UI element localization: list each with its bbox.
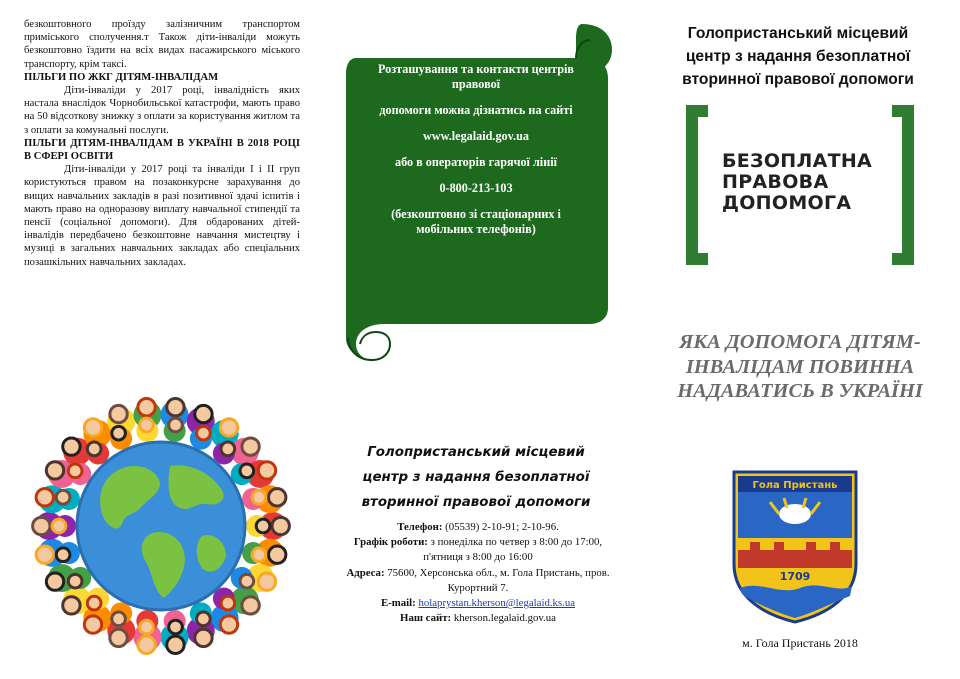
site-label: Наш сайт: — [400, 612, 452, 625]
child-head — [56, 548, 70, 562]
email-link[interactable]: holaprystan.kherson@legalaid.ks.ua — [418, 597, 576, 610]
center-title-line-1: Голопристанський місцевий — [367, 445, 585, 460]
main-title-line-1: ЯКА ДОПОМОГА ДІТЯМ- — [679, 331, 921, 353]
logo-bracket-left — [686, 105, 708, 265]
child-head — [110, 629, 127, 646]
child-head — [36, 489, 53, 506]
globe-icon — [30, 366, 292, 666]
child-head — [195, 405, 212, 422]
child-head — [197, 426, 211, 440]
email-row — [344, 596, 612, 611]
child-head — [169, 620, 183, 634]
scroll-website-link[interactable]: www.legalaid.gov.ua — [423, 129, 529, 143]
schedule-row — [344, 535, 612, 565]
logo-line-2: ПРАВОВА — [722, 171, 829, 193]
free-legal-aid-logo — [686, 105, 914, 265]
child-head — [112, 612, 126, 626]
logo-text — [722, 151, 882, 214]
child-head — [68, 574, 82, 588]
child-head — [36, 546, 53, 563]
child-head — [46, 573, 63, 590]
left-paragraph-education: Діти-інваліди у 2017 році та інваліди I і II груп користуються правом на позаконкурсне зарахування до вищих навчальних закладів в разі позитивної здачі іспитів і мають право на одноразову виплату навчальної стипендії та пенсії (соціальної допомоги). Для обдарованих дітей-інвалідів передбачено безкоштовне навчання мистецтву і музиці в загальних навчальних закладах або спеціальних позашкільних навчальних закладах. — [24, 164, 300, 268]
schedule-label: Графік роботи: — [353, 536, 428, 549]
logo-line-1: БЕЗОПЛАТНА — [722, 150, 873, 172]
child-head — [63, 597, 80, 614]
child-head — [33, 517, 50, 534]
child-head — [240, 464, 254, 478]
child-head — [87, 442, 101, 456]
left-paragraph-transport: безкоштовного проїзду залізничним транспортом приміського сполучення.т Також діти-інваліди можуть безкоштовно їздити на всіх видах пасажирського міського транспорту, крім таксі. — [24, 19, 300, 70]
org-title-line-1: Голопристанський місцевий — [687, 25, 909, 42]
brochure-main-title — [654, 330, 946, 404]
children-globe-illustration — [30, 366, 292, 666]
site-row — [344, 611, 612, 626]
email-label: E-mail: — [380, 597, 416, 610]
contacts-scroll-text — [370, 62, 582, 248]
heading-education-benefits: ПІЛЬГИ ДІТЯМ-ІНВАЛІДАМ В УКРАЇНІ В 2018 РОЦІ В СФЕРІ ОСВІТИ — [24, 137, 300, 163]
child-head — [256, 519, 270, 533]
child-head — [242, 438, 259, 455]
left-column — [24, 18, 300, 269]
scroll-hotline-number: 0-800-213-103 — [439, 181, 513, 195]
main-title-line-3: НАДАВАТИСЬ В УКРАЇНІ — [677, 380, 923, 402]
org-title-line-2: центр з надання безоплатної — [685, 48, 911, 65]
child-head — [252, 490, 266, 504]
contact-info — [344, 520, 612, 626]
child-head — [221, 442, 235, 456]
child-head — [84, 419, 101, 436]
child-head — [272, 517, 289, 534]
child-head — [84, 616, 101, 633]
address-row — [344, 566, 612, 596]
child-head — [140, 620, 154, 634]
child-head — [195, 629, 212, 646]
phone-row — [344, 520, 612, 535]
scroll-line-contacts: Розташування та контакти центрів правової — [378, 62, 574, 91]
coat-banner-text: Гола Пристань — [752, 480, 838, 491]
coat-of-arms-icon — [730, 468, 860, 624]
child-head — [269, 546, 286, 563]
schedule-value: з понеділка по четвер з 8:00 до 17:00, п'ятниця з 8:00 до 16:00 — [423, 536, 603, 564]
child-head — [138, 398, 155, 415]
heading-housing-benefits: ПІЛЬГИ ПО ЖКГ ДІТЯМ-ІНВАЛІДАМ — [24, 71, 219, 83]
phone-label: Телефон: — [397, 521, 443, 533]
child-head — [140, 418, 154, 432]
child-head — [63, 438, 80, 455]
phone-value: (05539) 2-10-91; 2-10-96. — [445, 521, 559, 533]
scroll-line-website-intro: допомоги можна дізнатись на сайті — [379, 103, 573, 117]
child-head — [258, 462, 275, 479]
center-title-line-3: вторинної правової допомоги — [361, 495, 591, 510]
scroll-line-hotline-intro: або в операторів гарячої лінії — [394, 155, 557, 169]
child-head — [56, 490, 70, 504]
logo-bracket-right — [892, 105, 914, 265]
child-head — [220, 419, 237, 436]
child-head — [46, 462, 63, 479]
child-head — [52, 519, 66, 533]
child-head — [138, 636, 155, 653]
child-head — [221, 596, 235, 610]
site-value[interactable]: kherson.legalaid.gov.ua — [453, 612, 556, 625]
coat-year-text: 1709 — [779, 570, 811, 583]
child-head — [167, 636, 184, 653]
address-value: 75600, Херсонська обл., м. Гола Пристань, пров. Курортний 7. — [387, 566, 610, 594]
child-head — [68, 464, 82, 478]
child-head — [110, 405, 127, 422]
org-title-line-3: вторинної правової допомоги — [682, 71, 914, 88]
child-head — [87, 596, 101, 610]
logo-line-3: ДОПОМОГА — [722, 192, 852, 214]
child-head — [112, 426, 126, 440]
coat-of-arms-shield — [730, 468, 860, 624]
child-head — [258, 573, 275, 590]
footer-place-year: м. Гола Пристань 2018 — [742, 636, 858, 650]
child-head — [242, 597, 259, 614]
left-paragraph-housing: Діти-інваліди у 2017 році, інвалідність яких настала внаслідок Чорнобильської катастрофи, мають право на 50 відсоткову знижку з оплати за користування житлом та з оплати за комунальні послуги. — [24, 85, 300, 136]
center-title-line-2: центр з надання безоплатної — [362, 470, 590, 485]
child-head — [252, 548, 266, 562]
child-head — [169, 418, 183, 432]
child-head — [240, 574, 254, 588]
child-head — [197, 612, 211, 626]
org-title — [652, 22, 944, 91]
child-head — [269, 489, 286, 506]
main-title-line-2: ІНВАЛІДАМ ПОВИННА — [685, 355, 915, 378]
child-head — [220, 616, 237, 633]
address-label: Адреса: — [346, 566, 385, 579]
scroll-line-free-calls: (безкоштовно зі стаціонарних і мобільних телефонів) — [391, 207, 561, 236]
center-org-title — [340, 440, 612, 515]
child-head — [167, 398, 184, 415]
